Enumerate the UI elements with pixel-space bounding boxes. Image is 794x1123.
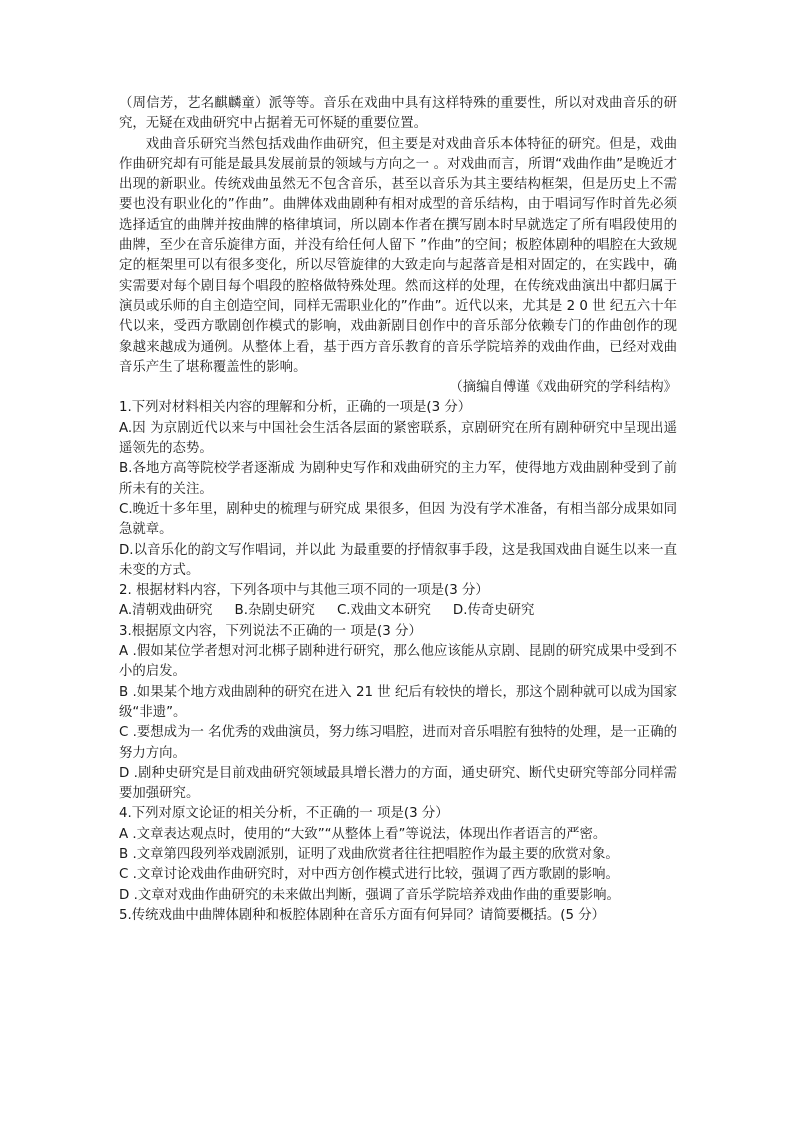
passage-paragraph-2: 戏曲音乐研究当然包括戏曲作曲研究，但主要是对戏曲音乐本体特征的研究。但是，戏曲作曲研究却有可能是最具发展前景的领域与方向之一 。对戏曲而言，所谓“戏曲作曲”是晚近才出现的新职业。传统戏曲虽然无不包含音乐，甚至以音乐为其主要结构框架，但是历史上不需要也没有职业化的”作曲”。曲牌体戏曲剧种有相对成型的音乐结构，由于唱词写作时首先必须选择适宜的曲牌并按曲牌的格律填词，所以剧本作者在撰写剧本时早就选定了所有唱段使用的曲牌，至少在音乐旋律方面，并没有给任何人留下 ”作曲”的空间；板腔体剧种的唱腔在大致规定的框架里可以有很多变化，所以尽管旋律的大致走向与起落音是相对固定的，在实践中，确实需要对每个剧目每个唱段的腔格做特殊处理。然而这样的处理，在传统戏曲演出中都归属于演员或乐师的自主创造空间，同样无需职业化的”作曲”。近代以来，尤其是 2 0 世 纪五六十年代以来，受西方歌剧创作模式的影响，戏曲新剧目创作中的音乐部分依赖专门的作曲创作的现象越来越成为通例。从整体上看，基于西方音乐教育的音乐学院培养的戏曲作曲，已经对戏曲音乐产生了堪称覆盖性的影响。 bbox=[119, 136, 677, 375]
question-3-option-a: A .假如某位学者想对河北梆子剧种进行研究，那么他应该能从京剧、昆剧的研究成果中受到不小的启发。 bbox=[119, 644, 677, 680]
question-2-option-a: A.清朝戏曲研究 bbox=[119, 603, 213, 619]
question-4-option-b: B .文章第四段列举戏剧派别，证明了戏曲欣赏者往往把唱腔作为最主要的欣赏对象。 bbox=[119, 846, 619, 862]
question-2 bbox=[119, 581, 677, 622]
passage-paragraph-1: （周信芳，艺名麒麟童）派等等。音乐在戏曲中具有这样特殊的重要性，所以对戏曲音乐的研究，无疑在戏曲研究中占据着无可怀疑的重要位置。 bbox=[119, 96, 677, 132]
passage-source: （摘编自傅谨《戏曲研究的学科结构》 bbox=[449, 380, 677, 396]
question-1-option-b: B.各地方高等院校学者逐渐成 为剧种史写作和戏曲研究的主力军，使得地方戏曲剧种受到了前所未有的关注。 bbox=[119, 461, 677, 497]
question-1-title: 1.下列对材料相关内容的理解和分析，正确的一项是(3 分） bbox=[119, 400, 472, 416]
question-2-option-b: B.杂剧史研究 bbox=[234, 603, 315, 619]
question-1-option-d: D.以音乐化的韵文写作唱词，并以此 为最重要的抒情叙事手段，这是我国戏曲自诞生以来一直未变的方式。 bbox=[119, 542, 677, 578]
question-2-option-d: D.传奇史研究 bbox=[452, 603, 535, 619]
question-1-option-c: C.晚近十多年里，剧种史的梳理与研究成 果很多，但因 为没有学术准备，有相当部分成果如同急就章。 bbox=[119, 501, 677, 538]
question-4-option-c: C .文章讨论戏曲作曲研究时，对中西方创作模式进行比较，强调了西方歌剧的影响。 bbox=[119, 867, 619, 883]
question-3-option-c: C .要想成为一 名优秀的戏曲演员，努力练习唱腔，进而对音乐唱腔有独特的处理，是一正确的努力方向。 bbox=[119, 725, 677, 761]
question-2-options bbox=[119, 601, 677, 621]
question-3-title: 3.根据原文内容，下列说法不正确的一 项是(3 分） bbox=[119, 623, 422, 639]
question-3-option-b: B .如果某个地方戏曲剧种的研究在进入 21 世 纪后有较快的增长，那这个剧种就可以成为国家级“非遗”。 bbox=[119, 684, 677, 720]
question-4-option-a: A .文章表达观点时，使用的“大致”“从整体上看”等说法，体现出作者语言的严密。 bbox=[119, 826, 607, 842]
question-5 bbox=[119, 906, 677, 926]
question-3 bbox=[119, 622, 677, 805]
question-1 bbox=[119, 398, 677, 581]
question-4-title: 4.下列对原文论证的相关分析，不正确的一 项是(3 分） bbox=[119, 806, 449, 822]
question-5-title: 5.传统戏曲中曲牌体剧种和板腔体剧种在音乐方面有何异同？请简要概括。(5 分） bbox=[119, 907, 606, 923]
question-4-option-d: D .文章对戏曲作曲研究的未来做出判断，强调了音乐学院培养戏曲作曲的重要影响。 bbox=[119, 887, 620, 903]
question-1-option-a: A.因 为京剧近代以来与中国社会生活各层面的紧密联系，京剧研究在所有剧种研究中呈现出遥遥领先的态势。 bbox=[119, 420, 677, 457]
question-2-option-c: C.戏曲文本研究 bbox=[336, 603, 431, 619]
question-3-option-d: D .剧种史研究是目前戏曲研究领域最具增长潜力的方面，通史研究、断代史研究等部分同样需要加强研究。 bbox=[119, 765, 677, 802]
exam-page bbox=[119, 94, 677, 926]
question-2-title: 2. 根据材料内容，下列各项中与其他三项不同的一项是(3 分） bbox=[119, 583, 489, 599]
question-4 bbox=[119, 804, 677, 905]
